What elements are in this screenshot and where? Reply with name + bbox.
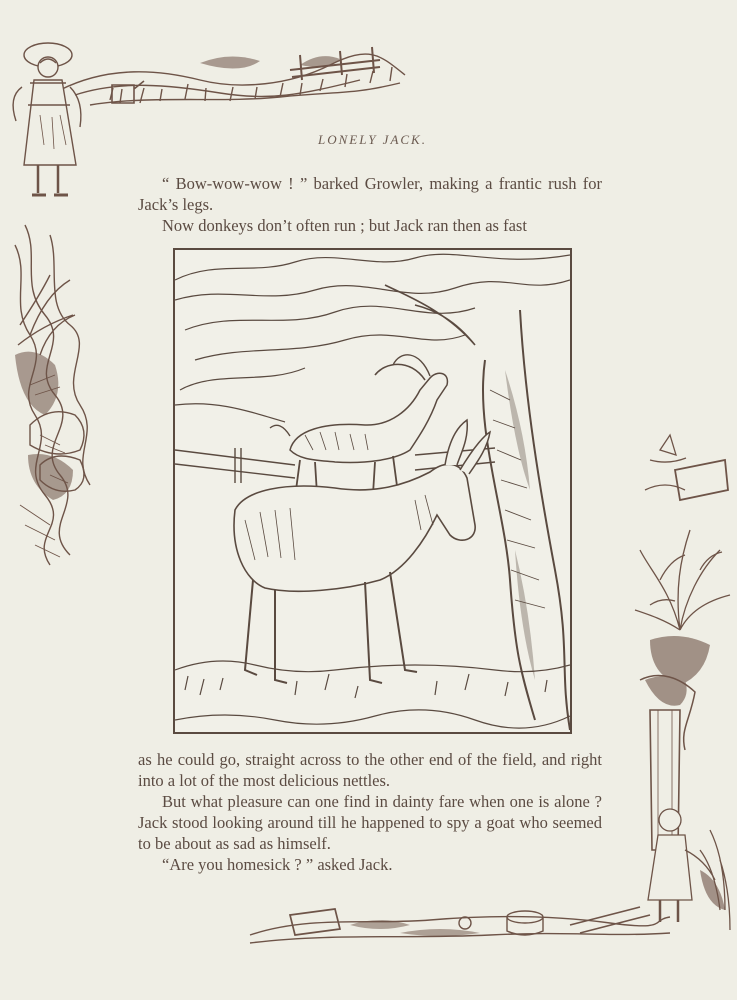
paragraph-donkeys-run: Now donkeys don’t often run ; but Jack ran then as fast [162, 216, 527, 235]
text-block-bottom [138, 749, 602, 875]
bottom-ornament [250, 895, 670, 955]
paragraph-dainty-fare: But what pleasure can one find in dainty fare when one is alone ? Jack stood looking around till he happened to spy a goat who seemed to be about as sad as himself. [138, 792, 602, 853]
illustration-drawing [175, 250, 570, 732]
paragraph-homesick: “Are you homesick ? ” asked Jack. [162, 855, 393, 874]
goat-and-donkey-illustration [173, 248, 572, 734]
paragraph-bow-wow: “ Bow-wow-wow ! ” barked Growler, making a frantic rush for Jack’s legs. [138, 174, 602, 214]
right-ornament [630, 430, 737, 960]
paragraph-straight-across: as he could go, straight across to the other end of the field, and right into a lot of the most delicious nettles. [138, 750, 602, 790]
running-title: LONELY JACK. [318, 132, 427, 147]
text-block-top [138, 173, 602, 236]
